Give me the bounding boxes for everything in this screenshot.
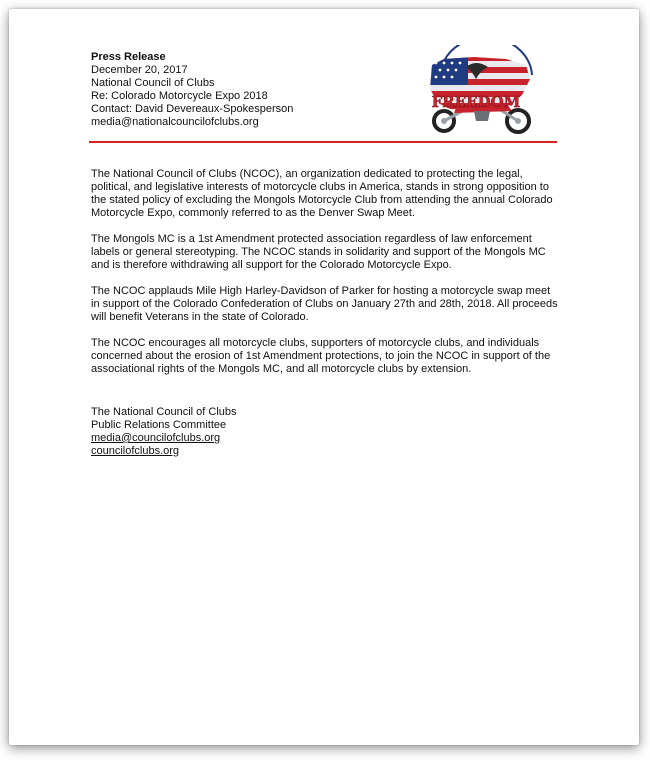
freedom-motorcycle-logo (414, 45, 544, 137)
document-page (9, 9, 639, 745)
signature-website-link[interactable]: councilofclubs.org (91, 445, 180, 457)
header-divider (89, 141, 557, 143)
signature-committee: Public Relations Committee (91, 419, 227, 431)
organization-name: National Council of Clubs (91, 77, 215, 89)
signature-org: The National Council of Clubs (91, 406, 237, 418)
body-paragraph: The National Council of Clubs (NCOC), an organization dedicated to protecting the legal, political, and legislative interests of motorcycle clubs in America, stands in strong opposition to the stated policy of excluding the Mongols Motorcycle Club from attending the annual Colorado Motorcycle Expo, commonly referred to as the Denver Swap Meet. (91, 168, 553, 219)
press-header (91, 51, 293, 129)
body-paragraph: The NCOC encourages all motorcycle clubs, supporters of motorcycle clubs, and individuals concerned about the erosion of 1st Amendment protections, to join the NCOC in support of the associational rights of the Mongols MC, and all motorcycle clubs by extension. (91, 337, 551, 375)
body-paragraph: The NCOC applauds Mile High Harley-Davidson of Parker for hosting a motorcycle swap meet in support of the Colorado Confederation of Clubs on January 27th and 28th, 2018. All proceeds will benefit Veterans in the state of Colorado. (91, 285, 558, 323)
subject-line: Re: Colorado Motorcycle Expo 2018 (91, 90, 268, 102)
contact-email: media@nationalcouncilofclubs.org (91, 116, 259, 128)
press-body (91, 168, 559, 458)
release-date: December 20, 2017 (91, 64, 188, 76)
logo-word: FREEDOM (431, 93, 521, 111)
body-paragraph: The Mongols MC is a 1st Amendment protected association regardless of law enforcement labels or general stereotyping. The NCOC stands in solidarity and support of the Mongols MC and is therefore withdrawing all support for the Colorado Motorcycle Expo. (91, 233, 546, 271)
signature-block (91, 406, 559, 458)
press-release-title: Press Release (91, 51, 166, 63)
signature-email-link[interactable]: media@councilofclubs.org (91, 432, 221, 444)
contact-line: Contact: David Devereaux-Spokesperson (91, 103, 294, 115)
